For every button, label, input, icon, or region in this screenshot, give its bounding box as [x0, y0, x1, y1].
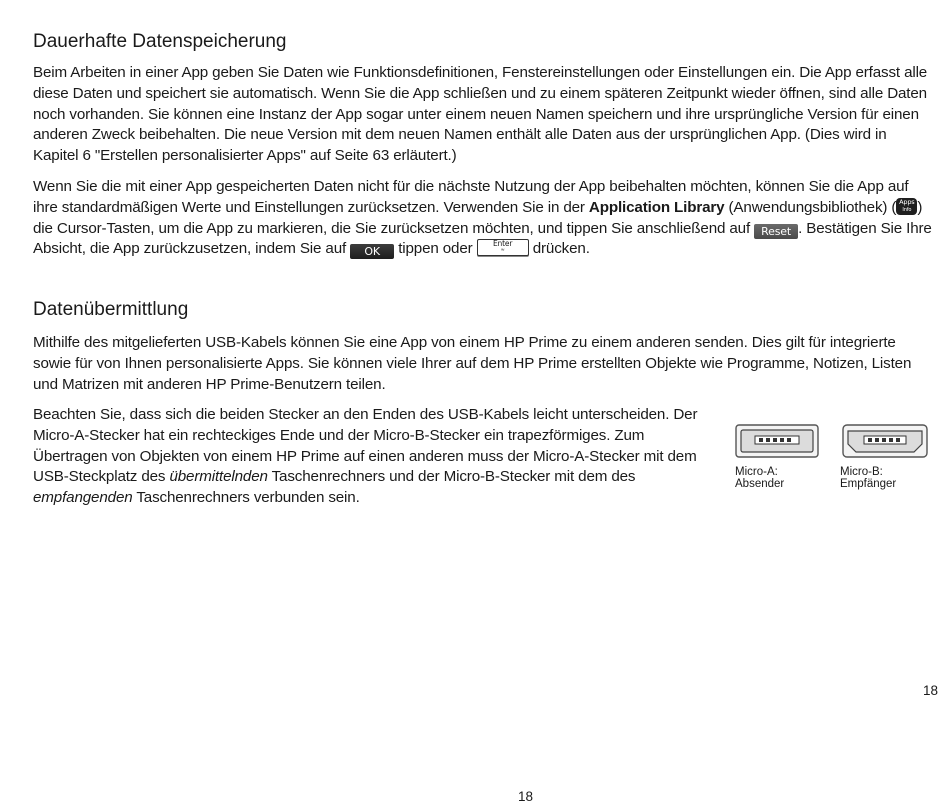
emphasis-sending: übermittelnden: [169, 468, 268, 486]
page-number-right: 18: [923, 683, 939, 698]
micro-b-caption-role: Empfänger: [840, 478, 897, 490]
paragraph-text: Taschenrechners verbunden sein.: [132, 489, 360, 507]
paragraph-text: Wenn Sie die mit einer App gespeicherten Daten nicht für die nächste Nutzung der App beibehalten möchten, können Sie die App auf ihre standardmäßigen Werte und Einstellungen zurücksetzen. Verwenden Sie in der: [33, 178, 909, 216]
micro-b-caption-title: Micro-B:: [840, 466, 883, 478]
paragraph-text: Beachten Sie, dass sich die beiden Stecker an den Enden des USB-Kabels leicht unterscheiden. Der Micro-A-Stecker hat ein rechteckiges Ende und der Micro-B-Stecker ein trapezförmiges. Zum Übertragen von Objekten von einem HP Prime auf einen anderen muss der Micro-A-Stecker mit dem USB-Steckplatz des: [33, 406, 698, 486]
paragraph-reset-app: [33, 177, 933, 260]
apps-key-icon: Apps Info: [896, 198, 917, 215]
emphasis-receiving: empfangenden: [33, 489, 133, 507]
section-heading-data-transfer: Datenübermittlung: [33, 299, 189, 320]
page-number-bottom: 18: [518, 789, 534, 804]
enter-key-icon: Enter ≈: [477, 239, 529, 256]
ok-softkey-icon: OK: [350, 244, 394, 259]
micro-a-caption: [735, 466, 784, 490]
application-library-label: Application Library: [588, 198, 725, 216]
paragraph-persistent-storage: [33, 63, 935, 167]
paragraph-text: Taschenrechners und der Micro-B-Stecker mit dem des: [267, 468, 636, 486]
paragraph-text: ) die Cursor-Tasten, um die App zu markieren, die Sie zurücksetzen möchten, und tippen Sie anschließend auf: [33, 198, 923, 237]
paragraph-text: drücken.: [528, 240, 590, 258]
section-heading-persistent-storage: Dauerhafte Datenspeicherung: [33, 31, 287, 52]
micro-a-connector-icon: [735, 424, 819, 458]
reset-softkey-icon: Reset: [754, 224, 798, 239]
micro-b-connector-icon: [842, 424, 928, 458]
paragraph-data-transfer: [33, 333, 937, 395]
paragraph-text: Beim Arbeiten in einer App geben Sie Daten wie Funktionsdefinitionen, Fenstereinstellungen oder Einstellungen ein. Die App erfasst alle diese Daten und speichert sie automatisch. Wenn Sie die App schließen und zu einem späteren Zeitpunkt wieder öffnen, sind alle Daten noch vorhanden. Sie können eine Instanz der App sogar unter einem neuen Namen speichern und ihre ursprüngliche Version für einen anderen Zweck beibehalten. Die neue Version mit dem neuen Namen enthält alle Daten aus der ursprünglichen App. (Dies wird in Kapitel 6 "Erstellen personalisierter Apps" auf Seite 63 erläutert.): [33, 64, 928, 165]
paragraph-usb-connectors: [33, 405, 709, 509]
paragraph-text: . Bestätigen Sie Ihre Absicht, die App zurückzusetzen, indem Sie auf: [33, 219, 932, 258]
paragraph-text: tippen oder: [394, 240, 477, 258]
micro-a-caption-title: Micro-A:: [735, 466, 778, 478]
micro-a-caption-role: Absender: [735, 478, 785, 490]
paragraph-text: (Anwendungsbibliothek) (: [724, 198, 897, 216]
paragraph-text: Mithilfe des mitgelieferten USB-Kabels können Sie eine App von einem HP Prime zu einem anderen senden. Dies gilt für integrierte sowie für von Ihnen personalisierte Apps. Sie können viele Ihrer auf dem HP Prime erstellten Objekte wie Programme, Notizen, Listen und Matrizen mit anderen HP Prime-Benutzern teilen.: [33, 334, 912, 393]
micro-b-caption: [840, 466, 896, 490]
